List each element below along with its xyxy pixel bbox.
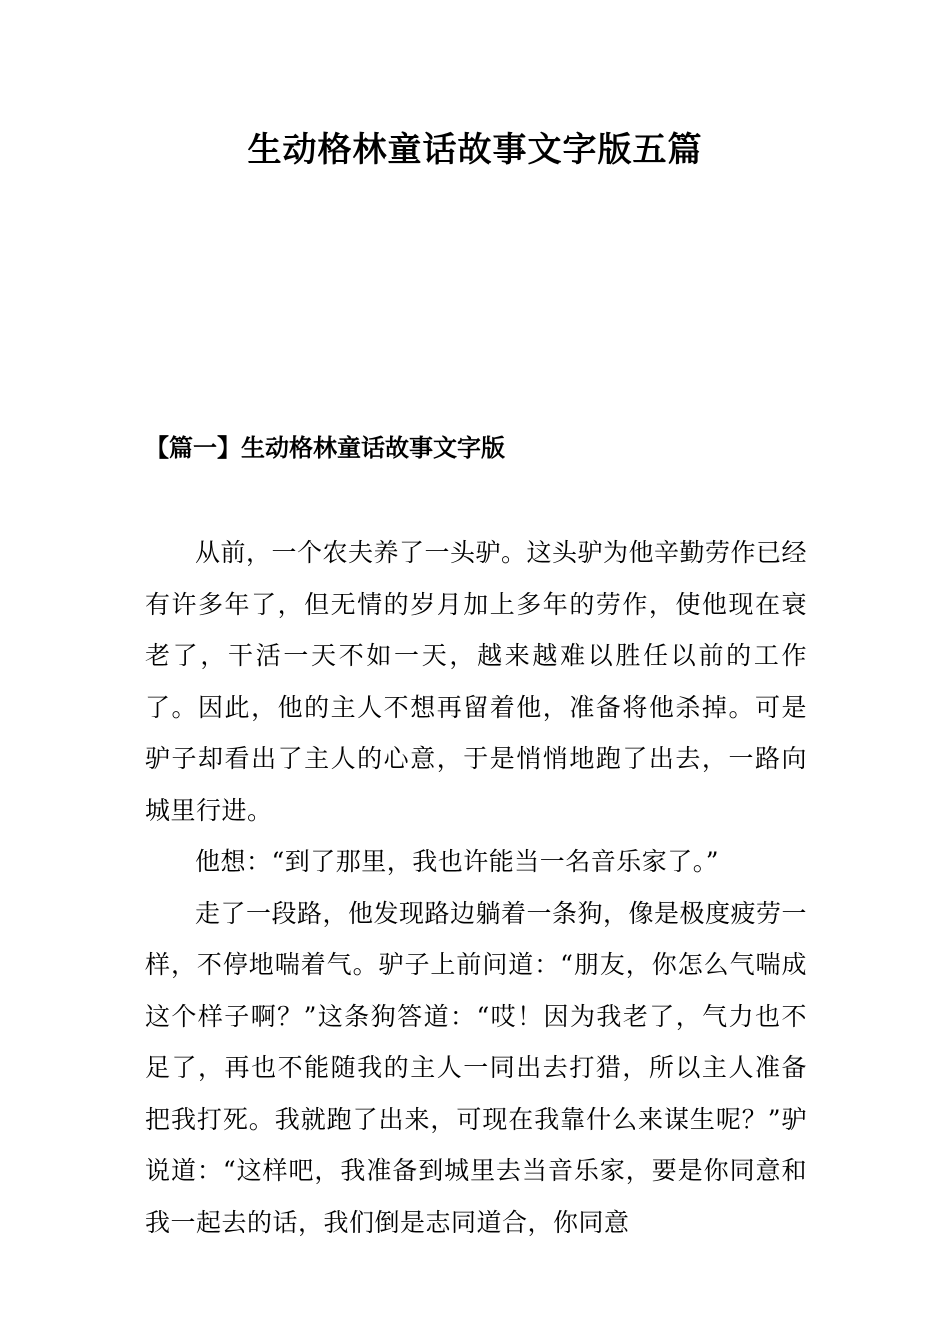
section-heading: 【篇一】生动格林童话故事文字版 xyxy=(145,433,505,462)
paragraph: 从前，一个农夫养了一头驴。这头驴为他辛勤劳作已经有许多年了，但无情的岁月加上多年的劳作，使他现在衰老了，干活一天不如一天，越来越难以胜任以前的工作了。因此，他的主人不想再留着他，准备将他杀掉。可是驴子却看出了主人的心意，于是悄悄地跑了出去，一路向城里行进。 xyxy=(145,538,808,825)
story-body xyxy=(145,527,807,1248)
document-title: 生动格林童话故事文字版五篇 xyxy=(247,130,703,170)
paragraph: 走了一段路，他发现路边躺着一条狗，像是极度疲劳一样，不停地喘着气。驴子上前问道：“朋友，你怎么气喘成这个样子啊？”这条狗答道：“哎！因为我老了，气力也不足了，再也不能随我的主人一同出去打猎，所以主人准备把我打死。我就跑了出来，可现在我靠什么来谋生呢？”驴说道：“这样吧，我准备到城里去当音乐家，要是你同意和我一起去的话，我们倒是志同道合，你同意 xyxy=(145,898,808,1237)
paragraph: 他想：“到了那里，我也许能当一名音乐家了。” xyxy=(195,847,720,876)
